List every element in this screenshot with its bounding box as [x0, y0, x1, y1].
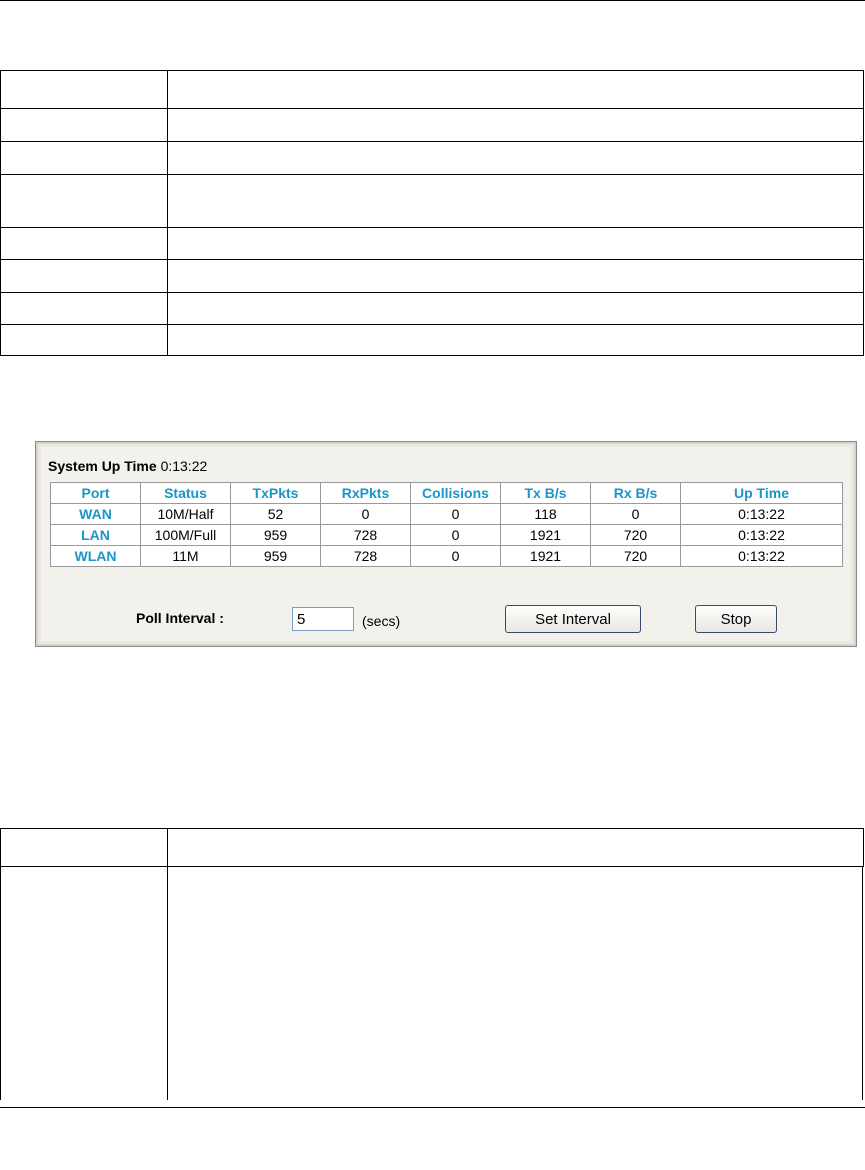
poll-interval-label: Poll Interval : — [136, 610, 224, 626]
table-right-border — [862, 866, 863, 1100]
cell-status: 11M — [141, 546, 231, 567]
table-row — [1, 175, 864, 228]
col-header-tx-bps: Tx B/s — [501, 483, 591, 504]
col-header-rxpkts: RxPkts — [321, 483, 411, 504]
cell-up-time: 0:13:22 — [681, 546, 843, 567]
table-header-row — [51, 483, 843, 504]
col-header-up-time: Up Time — [681, 483, 843, 504]
table-row — [1, 109, 864, 142]
col-header-port: Port — [51, 483, 141, 504]
table-row — [51, 546, 843, 567]
cell-collisions: 0 — [411, 546, 501, 567]
table-row — [1, 142, 864, 175]
cell-rx-bps: 720 — [591, 546, 681, 567]
table-row — [1, 325, 864, 356]
cell-collisions: 0 — [411, 504, 501, 525]
table-row — [1, 293, 864, 325]
field-table-bottom — [0, 828, 864, 867]
table-row — [1, 228, 864, 260]
cell-tx-bps: 1921 — [501, 525, 591, 546]
cell-txpkts: 959 — [231, 525, 321, 546]
cell-port: WLAN — [51, 546, 141, 567]
table-row — [1, 260, 864, 293]
field-table-top — [0, 70, 864, 356]
cell-txpkts: 52 — [231, 504, 321, 525]
cell-rxpkts: 0 — [321, 504, 411, 525]
port-statistics-table — [50, 482, 843, 567]
cell-rxpkts: 728 — [321, 546, 411, 567]
system-uptime — [48, 458, 207, 474]
cell-tx-bps: 118 — [501, 504, 591, 525]
cell-status: 10M/Half — [141, 504, 231, 525]
footer-rule — [0, 1107, 865, 1108]
col-header-status: Status — [141, 483, 231, 504]
cell-tx-bps: 1921 — [501, 546, 591, 567]
cell-up-time: 0:13:22 — [681, 504, 843, 525]
table-row — [51, 504, 843, 525]
table-row — [1, 829, 864, 867]
col-header-collisions: Collisions — [411, 483, 501, 504]
system-uptime-label: System Up Time — [48, 458, 157, 474]
table-row — [51, 525, 843, 546]
header-rule — [0, 0, 865, 1]
cell-port: WAN — [51, 504, 141, 525]
cell-rx-bps: 0 — [591, 504, 681, 525]
table-row — [1, 71, 864, 109]
system-uptime-value: 0:13:22 — [160, 458, 208, 474]
table-column-divider — [167, 866, 168, 1100]
cell-up-time: 0:13:22 — [681, 525, 843, 546]
poll-interval-input[interactable] — [292, 607, 354, 631]
cell-txpkts: 959 — [231, 546, 321, 567]
col-header-rx-bps: Rx B/s — [591, 483, 681, 504]
router-statistics-screenshot — [35, 441, 857, 647]
cell-port: LAN — [51, 525, 141, 546]
stop-button[interactable]: Stop — [695, 605, 777, 633]
cell-rx-bps: 720 — [591, 525, 681, 546]
cell-collisions: 0 — [411, 525, 501, 546]
table-left-border — [0, 866, 1, 1100]
cell-status: 100M/Full — [141, 525, 231, 546]
secs-label: (secs) — [362, 613, 401, 629]
set-interval-button[interactable]: Set Interval — [505, 605, 641, 633]
col-header-txpkts: TxPkts — [231, 483, 321, 504]
cell-rxpkts: 728 — [321, 525, 411, 546]
